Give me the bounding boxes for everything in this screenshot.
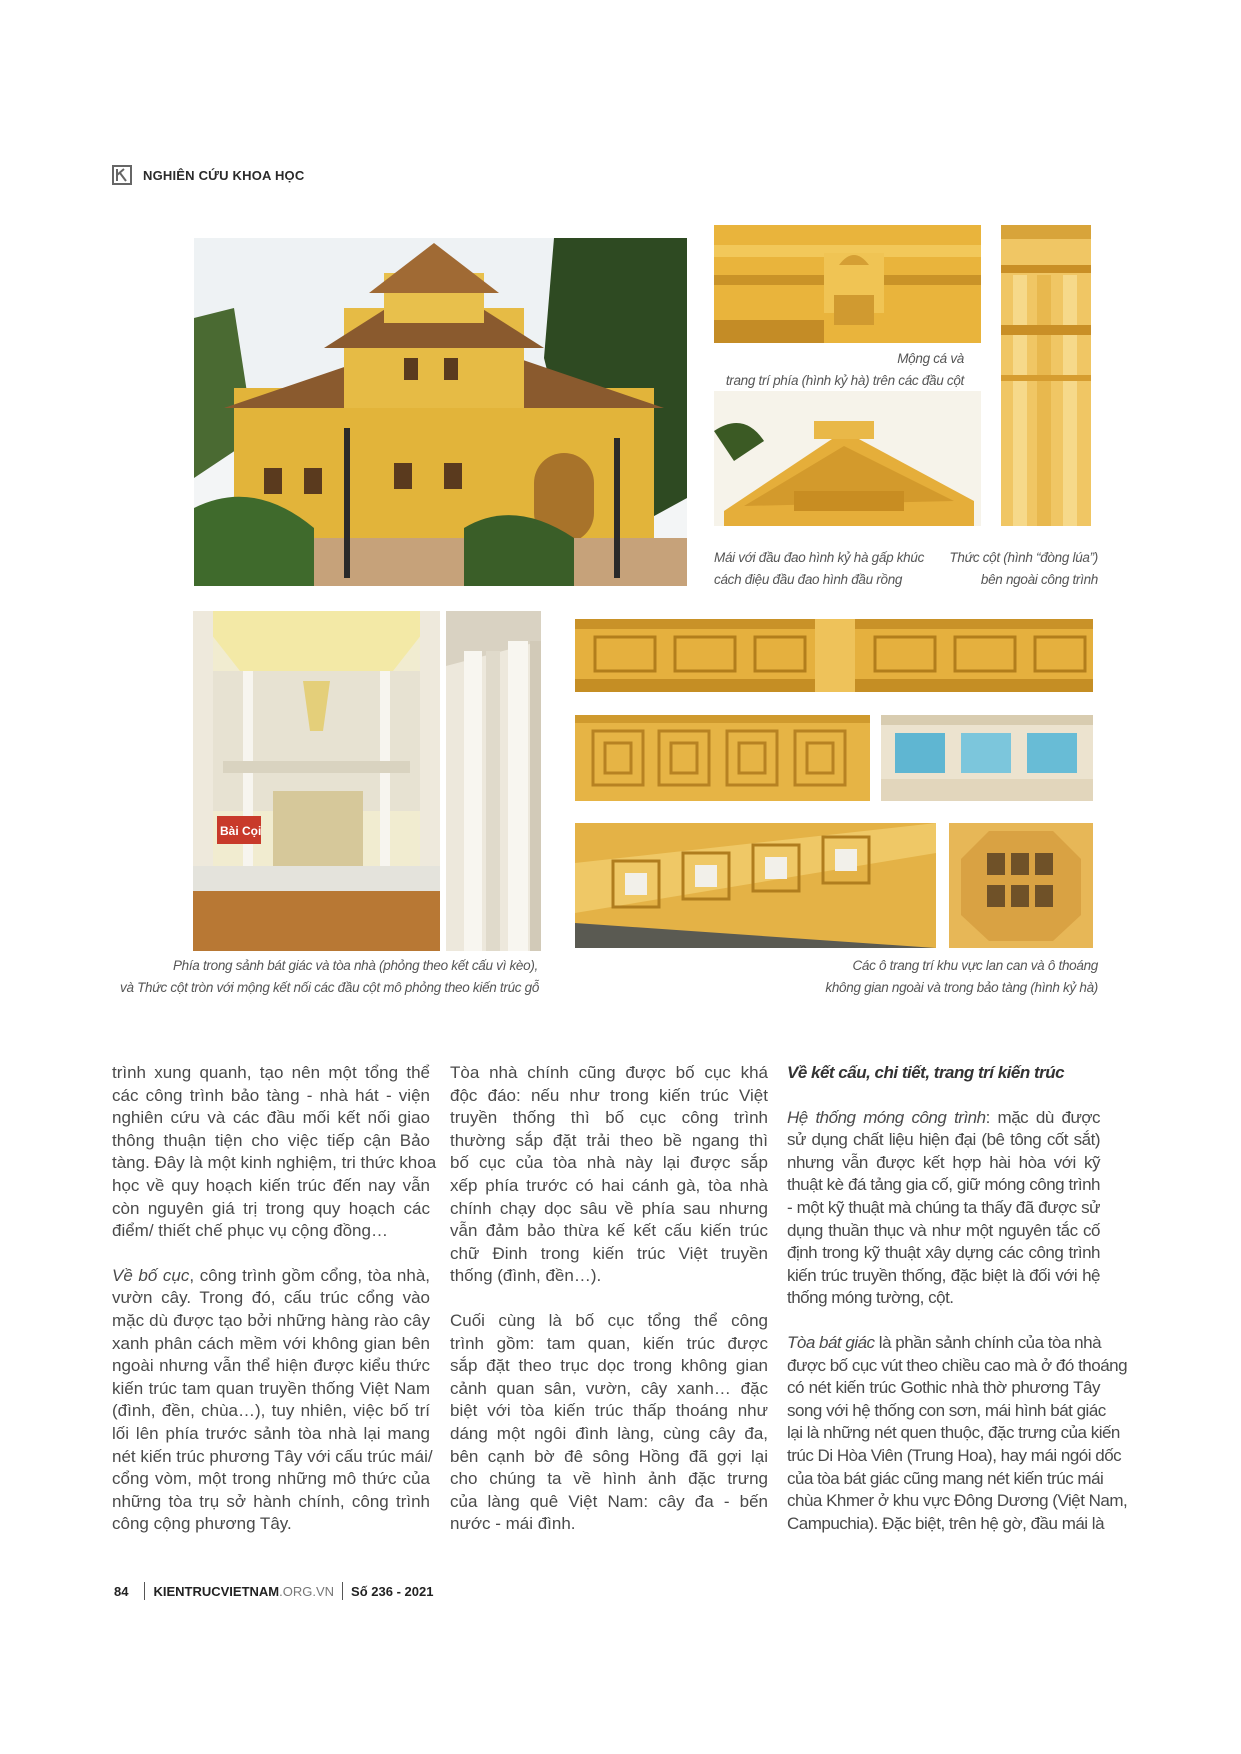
interior-sign-text: Bài Cọi: [220, 824, 262, 838]
text-line: - một kỹ thuật mà chúng ta thấy đã được sử: [787, 1197, 1100, 1217]
page-number: 84: [114, 1583, 129, 1599]
text-line: trúc Di Hòa Viên (Trung Hoa), hay mái ngói dốc: [787, 1445, 1122, 1465]
italic-lead: Tòa bát giác: [787, 1332, 875, 1352]
text-run: là phần sảnh chính của tòa nhà: [874, 1332, 1102, 1352]
kv-logo-icon: [112, 165, 132, 185]
text-column-1: [112, 1062, 437, 1536]
caption-mong-ca: [714, 348, 964, 392]
caption-line: Thức cột (hình “đòng lúa”): [949, 550, 1098, 565]
site-name-domain: .ORG.VN: [279, 1583, 335, 1599]
column-photo: [1001, 225, 1091, 526]
text-line: độc đáo: nếu như trong kiến trúc Việt: [450, 1085, 768, 1105]
page-footer: [114, 1582, 433, 1600]
text-line: Cuối cùng là bố cục tổng thể công: [450, 1310, 768, 1330]
text-line: sắp đặt theo trục dọc trong không gian: [450, 1356, 768, 1376]
text-line: nước - mái đình.: [450, 1514, 576, 1534]
caption-mai-voi: [714, 547, 924, 591]
text-line: trình xung quanh, tạo nên một tổng thể: [112, 1063, 430, 1082]
blue-window-photo: [881, 715, 1093, 801]
square-pattern-photo: [575, 715, 870, 801]
caption-phia-trong: [120, 955, 538, 999]
balustrade-photo: [575, 619, 1093, 692]
text-line: chính chạy dọc sâu về phía sau nhưng: [450, 1198, 768, 1218]
text-line: trình gồm: tam quan, kiến trúc được: [450, 1333, 768, 1353]
text-line: thống (đình, đền…).: [450, 1266, 602, 1286]
text-line: (đình, đền, chùa…), tuy nhiên, việc bố trí: [112, 1401, 430, 1421]
text-run: : mặc dù được: [985, 1107, 1101, 1127]
text-line: thông thuận tiện cho việc tiếp cận Bảo: [112, 1130, 430, 1150]
text-line: chữ Đinh trong kiến trúc Việt truyền: [450, 1243, 768, 1263]
caption-line: cách điệu đầu đao hình đầu rồng: [714, 572, 903, 587]
caption-cac-o: [760, 955, 1098, 999]
text-line: [787, 1332, 1100, 1355]
text-line: nét kiến trúc phương Tây với cấu trúc mái/: [112, 1446, 433, 1466]
text-line: có nét kiến trúc Gothic nhà thờ phương Tây: [787, 1378, 1100, 1398]
text-line: vườn cây. Trong đó, cấu trúc cổng vào: [112, 1288, 430, 1308]
text-line: các công trình bảo tàng - nhà hát - viện: [112, 1085, 430, 1105]
paragraph: [112, 1062, 437, 1243]
museum-exterior-photo: [194, 238, 687, 586]
text-line: [112, 1265, 430, 1288]
lattice-wall-photo: [575, 823, 936, 948]
caption-line: Mái với đầu đao hình kỷ hà gấp khúc: [714, 550, 925, 565]
text-line: chùa Khmer ở khu vực Đông Dương (Việt Nam,: [787, 1491, 1128, 1511]
interior-hall-photo: [193, 611, 440, 951]
caption-line: trang trí phía (hình kỷ hà) trên các đầu cột: [725, 373, 964, 388]
text-line: mặc dù được tạo bởi những hàng rào cây: [112, 1310, 430, 1330]
text-line: [787, 1107, 1100, 1130]
caption-line: Các ô trang trí khu vực lan can và ô thoáng: [852, 958, 1098, 973]
section-title: NGHIÊN CỨU KHOA HỌC: [143, 168, 305, 183]
text-line: truyền thống thì bố cục công trình: [450, 1108, 768, 1128]
text-line: thống móng tường, cột.: [787, 1288, 954, 1308]
issue-label: Số 236 - 2021: [351, 1583, 434, 1599]
text-line: cho chúng ta về hình ảnh đặc trưng: [450, 1469, 768, 1489]
text-line: dụng thuần thục và như một nguyên tắc cố: [787, 1220, 1100, 1240]
paragraph: [787, 1107, 1100, 1310]
text-line: kiến trúc tam quan truyền thống Việt Nam: [112, 1378, 430, 1398]
italic-lead: Về bố cục: [112, 1265, 190, 1285]
text-line: bên cạnh bờ đê sông Hồng đã gợi lại: [450, 1446, 768, 1466]
text-line: nghiên cứu và các đầu mối kết nối giao: [112, 1108, 430, 1128]
text-line: điểm/ thiết chế phục vụ cộng đồng…: [112, 1221, 388, 1241]
text-line: biệt với tòa kiến trúc thấp thoáng như: [450, 1401, 768, 1421]
text-column-2: [450, 1062, 768, 1536]
paragraph: [787, 1332, 1128, 1535]
text-line: lại là những nét quen thuộc, đặc trưng của kiến: [787, 1423, 1120, 1443]
site-name[interactable]: [153, 1584, 334, 1599]
text-line: kiến trúc truyền thống, đặc biệt là đối với hệ: [787, 1265, 1100, 1285]
octagon-vent-photo: [949, 823, 1093, 948]
caption-line: Phía trong sảnh bát giác và tòa nhà (phỏng theo kết cấu vì kèo),: [172, 958, 538, 973]
text-line: lối lên phía trước sảnh tòa nhà lại mang: [112, 1423, 430, 1443]
paragraph: [450, 1310, 768, 1536]
caption-thuc-cot: [940, 547, 1098, 591]
text-line: những tòa trụ sở hành chính, công trình: [112, 1491, 430, 1511]
text-line: vẫn đảm bảo thừa kế kết cấu kiến trúc: [450, 1221, 768, 1241]
paragraph: [112, 1265, 433, 1536]
text-line: học về quy hoạch kiến trúc đến nay vẫn: [112, 1175, 430, 1195]
text-line: cổng vòm, một trong những mô thức của: [112, 1469, 430, 1489]
text-line: Campuchia). Đặc biệt, trên hệ gờ, đầu mái là: [787, 1513, 1105, 1533]
paragraph: [450, 1062, 768, 1288]
text-line: cảnh quan sân, vườn, cây xanh… đặc: [450, 1378, 768, 1398]
text-line: được bố cục vút theo chiều cao mà ở đó thoáng: [787, 1355, 1128, 1375]
text-line: sử dụng chất liệu hiện đại (bê tông cốt sắt): [787, 1130, 1100, 1150]
footer-divider: [144, 1582, 145, 1600]
text-line: định trong kỹ thuật xây dựng các công trình: [787, 1243, 1100, 1263]
caption-line: bên ngoài công trình: [980, 572, 1098, 587]
text-line: còn nguyên giá trị trong quy hoạch các: [112, 1198, 430, 1218]
mong-ca-photo: [714, 225, 981, 343]
site-name-bold: KIENTRUCVIETNAM: [153, 1583, 280, 1599]
text-line: ngoài nhưng vẫn thể hiện được kiểu thức: [112, 1356, 430, 1376]
text-line: thường sắp đặt trải theo bề ngang thì: [450, 1130, 768, 1150]
footer-divider: [342, 1582, 343, 1600]
italic-lead: Hệ thống móng công trình: [787, 1107, 986, 1127]
text-line: thuật kè đá tảng gia cố, giữ móng công trình: [787, 1175, 1100, 1195]
text-line: tàng. Đây là một kinh nghiệm, tri thức khoa: [112, 1153, 437, 1173]
caption-line: không gian ngoài và trong bảo tàng (hình kỷ hà): [825, 980, 1098, 995]
text-run: , công trình gồm cổng, tòa nhà,: [189, 1265, 430, 1285]
subheading: Về kết cấu, chi tiết, trang trí kiến trúc: [787, 1063, 1065, 1082]
text-line: nhưng vẫn được kết hợp hài hòa với kỹ: [787, 1152, 1100, 1172]
white-columns-photo: [446, 611, 541, 951]
text-line: Tòa nhà chính cũng được bố cục khá: [450, 1063, 768, 1082]
caption-line: và Thức cột tròn với mộng kết nối các đầu cột mô phỏng theo kiến trúc gỗ: [120, 980, 540, 995]
text-line: công cộng phương Tây.: [112, 1514, 292, 1534]
text-column-3: [787, 1062, 1128, 1535]
text-line: dáng một ngôi đình làng, cùng cây đa,: [450, 1423, 768, 1443]
text-line: bố cục của tòa nhà này lại được sắp: [450, 1153, 768, 1173]
text-line: của làng quê Việt Nam: cây đa - bến: [450, 1491, 768, 1511]
text-line: xếp phía trước có hai cánh gà, tòa nhà: [450, 1175, 768, 1195]
roof-detail-photo: [714, 391, 981, 526]
text-line: của tòa bát giác cũng mang nét kiến trúc mái: [787, 1468, 1104, 1488]
caption-line: Mộng cá và: [897, 351, 964, 366]
text-line: song với hệ thống con sơn, mái hình bát giác: [787, 1400, 1106, 1420]
text-line: xanh phân cách mềm với không gian bên: [112, 1333, 430, 1353]
